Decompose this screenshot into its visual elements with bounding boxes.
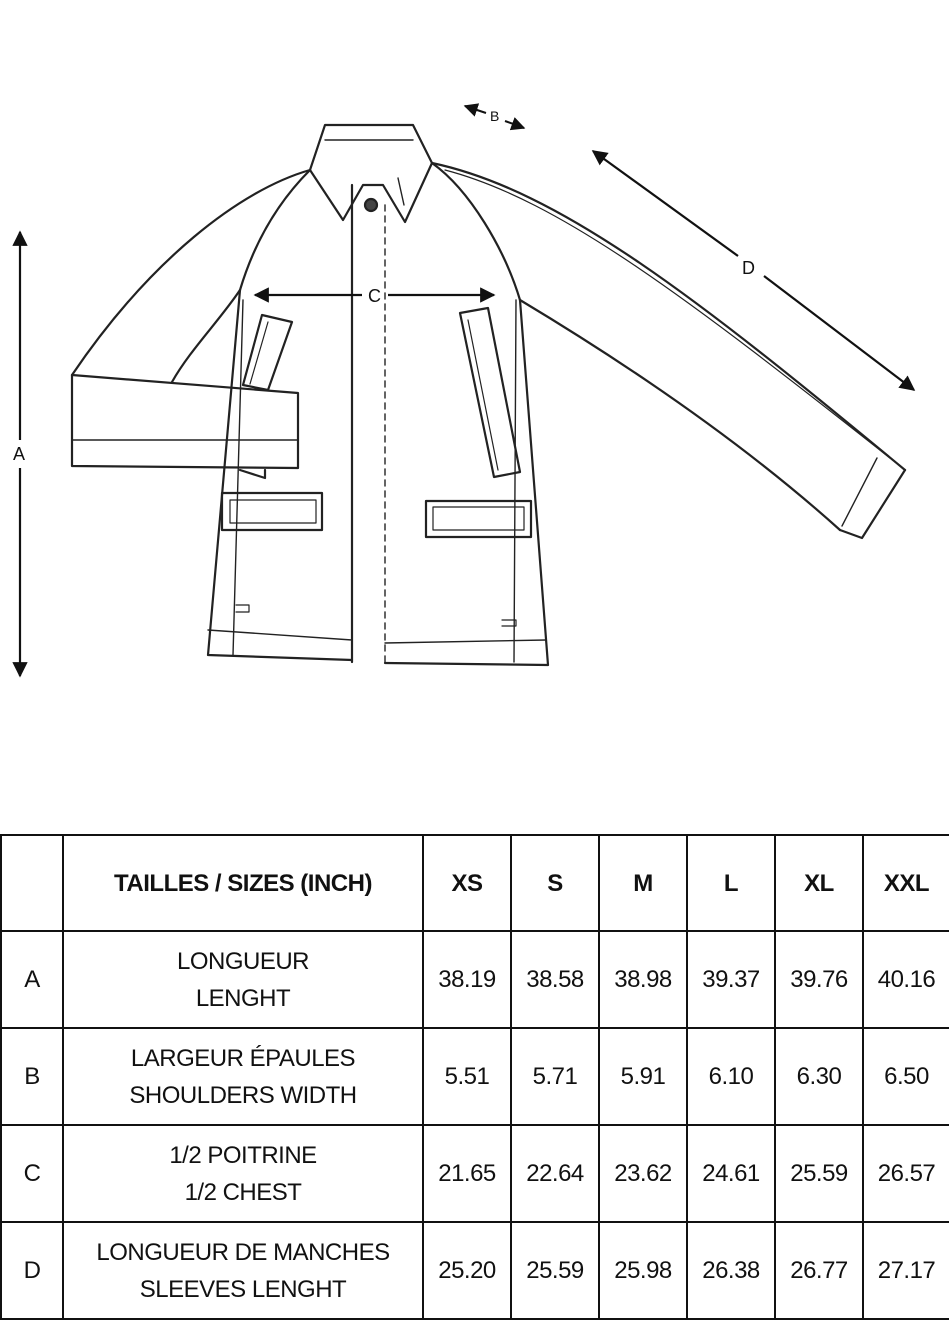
- table-row: [1, 1028, 949, 1125]
- row-label-fr: LARGEUR ÉPAULES: [130, 1044, 356, 1072]
- row-code: C: [1, 1125, 63, 1222]
- value-cell: 6.30: [775, 1028, 863, 1125]
- dimension-label-a: A: [13, 444, 26, 464]
- value-cell: 5.51: [423, 1028, 511, 1125]
- value-cell: 25.98: [599, 1222, 687, 1319]
- value-cell: 24.61: [687, 1125, 775, 1222]
- table-row: [1, 1222, 949, 1319]
- table-row: [1, 931, 949, 1028]
- size-header-m: M: [599, 835, 687, 931]
- row-label: [63, 1222, 423, 1319]
- dimension-label-b: B: [490, 108, 500, 124]
- value-cell: 39.37: [687, 931, 775, 1028]
- header-corner-cell: [1, 835, 63, 931]
- value-cell: 21.65: [423, 1125, 511, 1222]
- dimension-label-c: C: [368, 286, 381, 306]
- size-header-xs: XS: [423, 835, 511, 931]
- value-cell: 26.38: [687, 1222, 775, 1319]
- value-cell: 25.59: [775, 1125, 863, 1222]
- row-code: A: [1, 931, 63, 1028]
- row-label-en: SHOULDERS WIDTH: [129, 1081, 357, 1109]
- value-cell: 38.19: [423, 931, 511, 1028]
- value-cell: 5.71: [511, 1028, 599, 1125]
- value-cell: 27.17: [863, 1222, 949, 1319]
- size-header-s: S: [511, 835, 599, 931]
- value-cell: 25.20: [423, 1222, 511, 1319]
- row-code: B: [1, 1028, 63, 1125]
- row-label: [63, 931, 423, 1028]
- value-cell: 23.62: [599, 1125, 687, 1222]
- value-cell: 6.10: [687, 1028, 775, 1125]
- row-label-en: LENGHT: [195, 984, 291, 1012]
- row-label: [63, 1028, 423, 1125]
- value-cell: 38.58: [511, 931, 599, 1028]
- size-header-xxl: XXL: [863, 835, 949, 931]
- value-cell: 26.77: [775, 1222, 863, 1319]
- value-cell: 6.50: [863, 1028, 949, 1125]
- row-label: [63, 1125, 423, 1222]
- jacket-outline: [72, 125, 905, 665]
- size-chart-table: [0, 834, 949, 1320]
- dimension-label-d: D: [742, 258, 755, 278]
- value-cell: 40.16: [863, 931, 949, 1028]
- row-label-en: 1/2 CHEST: [184, 1178, 302, 1206]
- value-cell: 22.64: [511, 1125, 599, 1222]
- value-cell: 38.98: [599, 931, 687, 1028]
- value-cell: 25.59: [511, 1222, 599, 1319]
- row-label-fr: 1/2 POITRINE: [169, 1141, 317, 1169]
- size-header-xl: XL: [775, 835, 863, 931]
- table-header-row: [1, 835, 949, 931]
- size-header-l: L: [687, 835, 775, 931]
- value-cell: 39.76: [775, 931, 863, 1028]
- value-cell: 5.91: [599, 1028, 687, 1125]
- value-cell: 26.57: [863, 1125, 949, 1222]
- header-title: TAILLES / SIZES (INCH): [63, 835, 423, 931]
- row-label-fr: LONGUEUR DE MANCHES: [96, 1238, 390, 1266]
- row-code: D: [1, 1222, 63, 1319]
- table-row: [1, 1125, 949, 1222]
- row-label-en: SLEEVES LENGHT: [139, 1275, 347, 1303]
- row-label-fr: LONGUEUR: [176, 947, 310, 975]
